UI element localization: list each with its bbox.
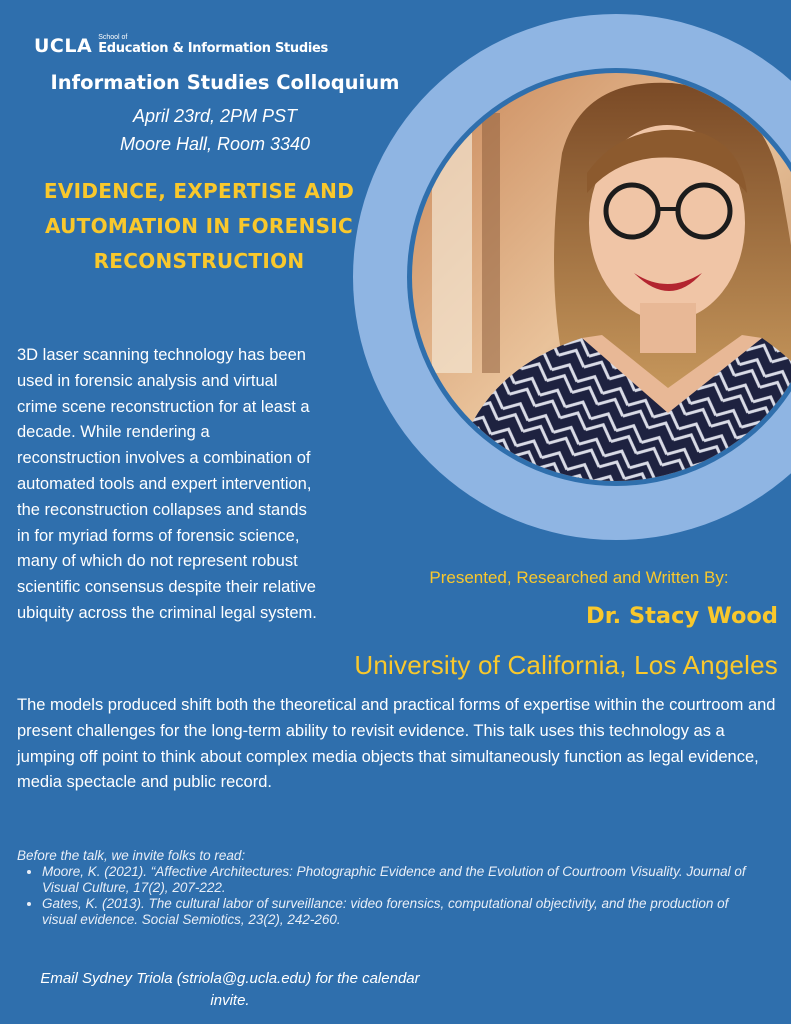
- calendar-invite-note: [10, 968, 450, 1012]
- calendar-invite-line-1: Email Sydney Triola (striola@g.ucla.edu) for the calendar: [40, 970, 420, 987]
- logo-department-name: Education & Information Studies: [98, 41, 328, 56]
- presenter-credit-line: Presented, Researched and Written By:: [429, 568, 729, 587]
- logo-department-block: [98, 34, 328, 56]
- readings-intro: Before the talk, we invite folks to read:: [17, 848, 246, 863]
- reading-item: • Gates, K. (2013). The cultural labor of surveillance: video forensics, computational objectivity, and the production of visual evidence. Social Semiotics, 23(2), 242-260.: [42, 896, 757, 928]
- event-location: Moore Hall, Room 3340: [119, 134, 311, 154]
- ucla-logo: [34, 34, 328, 56]
- talk-title: EVIDENCE, EXPERTISE AND AUTOMATION IN FORENSIC RECONSTRUCTION: [43, 179, 355, 273]
- abstract-paragraph-1: 3D laser scanning technology has been used in forensic analysis and virtual crime scene reconstruction for at least a decade. While rendering a reconstruction involves a combination of automated tools and expert intervention, the reconstruction collapses and stands in for myriad forms of forensic science, many of which do not represent robust scientific consensus despite their relative ubiquity across the criminal legal system.: [17, 346, 317, 622]
- abstract-paragraph-2: The models produced shift both the theoretical and practical forms of expertise within the courtroom and present challenges for the long-term ability to revisit evidence. This talk uses this technology as a jumping off point to think about complex media objects that simultaneously function as legal evidence, media spectacle and public record.: [17, 696, 776, 792]
- reading-item: • Moore, K. (2021). “Affective Architectures: Photographic Evidence and the Evolution of Courtroom Visuality. Journal of Visual Culture, 17(2), 207-222.: [42, 864, 757, 896]
- readings-section: [17, 848, 757, 928]
- series-title: Information Studies Colloquium: [50, 71, 400, 94]
- readings-list: [17, 864, 757, 928]
- event-date-time: April 23rd, 2PM PST: [132, 106, 298, 126]
- calendar-invite-line-2: invite.: [210, 992, 250, 1009]
- logo-school-of: School of: [98, 34, 128, 41]
- speaker-name: Dr. Stacy Wood: [586, 603, 778, 629]
- logo-ucla-wordmark: UCLA: [34, 35, 93, 57]
- speaker-affiliation: University of California, Los Angeles: [354, 650, 778, 680]
